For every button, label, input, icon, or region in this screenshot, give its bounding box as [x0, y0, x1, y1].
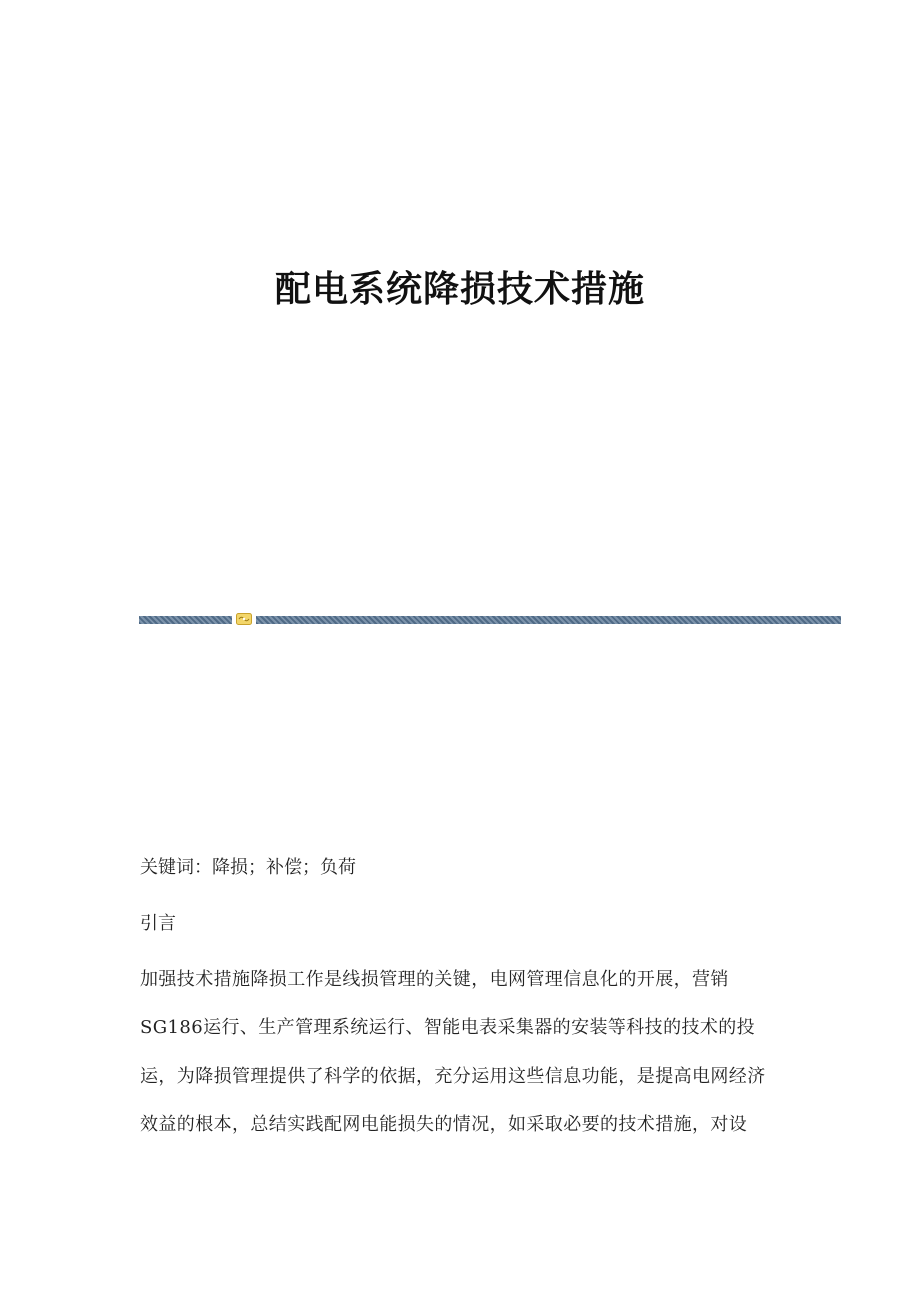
body-paragraph-line: 效益的根本，总结实践配网电能损失的情况，如采取必要的技术措施，对设 [140, 1114, 748, 1135]
divider-bar-right [256, 616, 841, 624]
keywords-line: 关键词：降损；补偿；负荷 [140, 857, 356, 878]
decorative-ornament-icon [236, 613, 252, 625]
divider-bar-left [139, 616, 232, 624]
intro-heading: 引言 [140, 913, 176, 934]
body-paragraph-line: SG186运行、生产管理系统运行、智能电表采集器的安装等科技的技术的投 [140, 1017, 756, 1038]
body-paragraph-line: 加强技术措施降损工作是线损管理的关键，电网管理信息化的开展，营销 [140, 969, 729, 990]
document-title: 配电系统降损技术措施 [274, 268, 645, 310]
section-divider [139, 612, 841, 626]
body-paragraph-line: 运，为降损管理提供了科学的依据，充分运用这些信息功能，是提高电网经济 [140, 1066, 766, 1087]
